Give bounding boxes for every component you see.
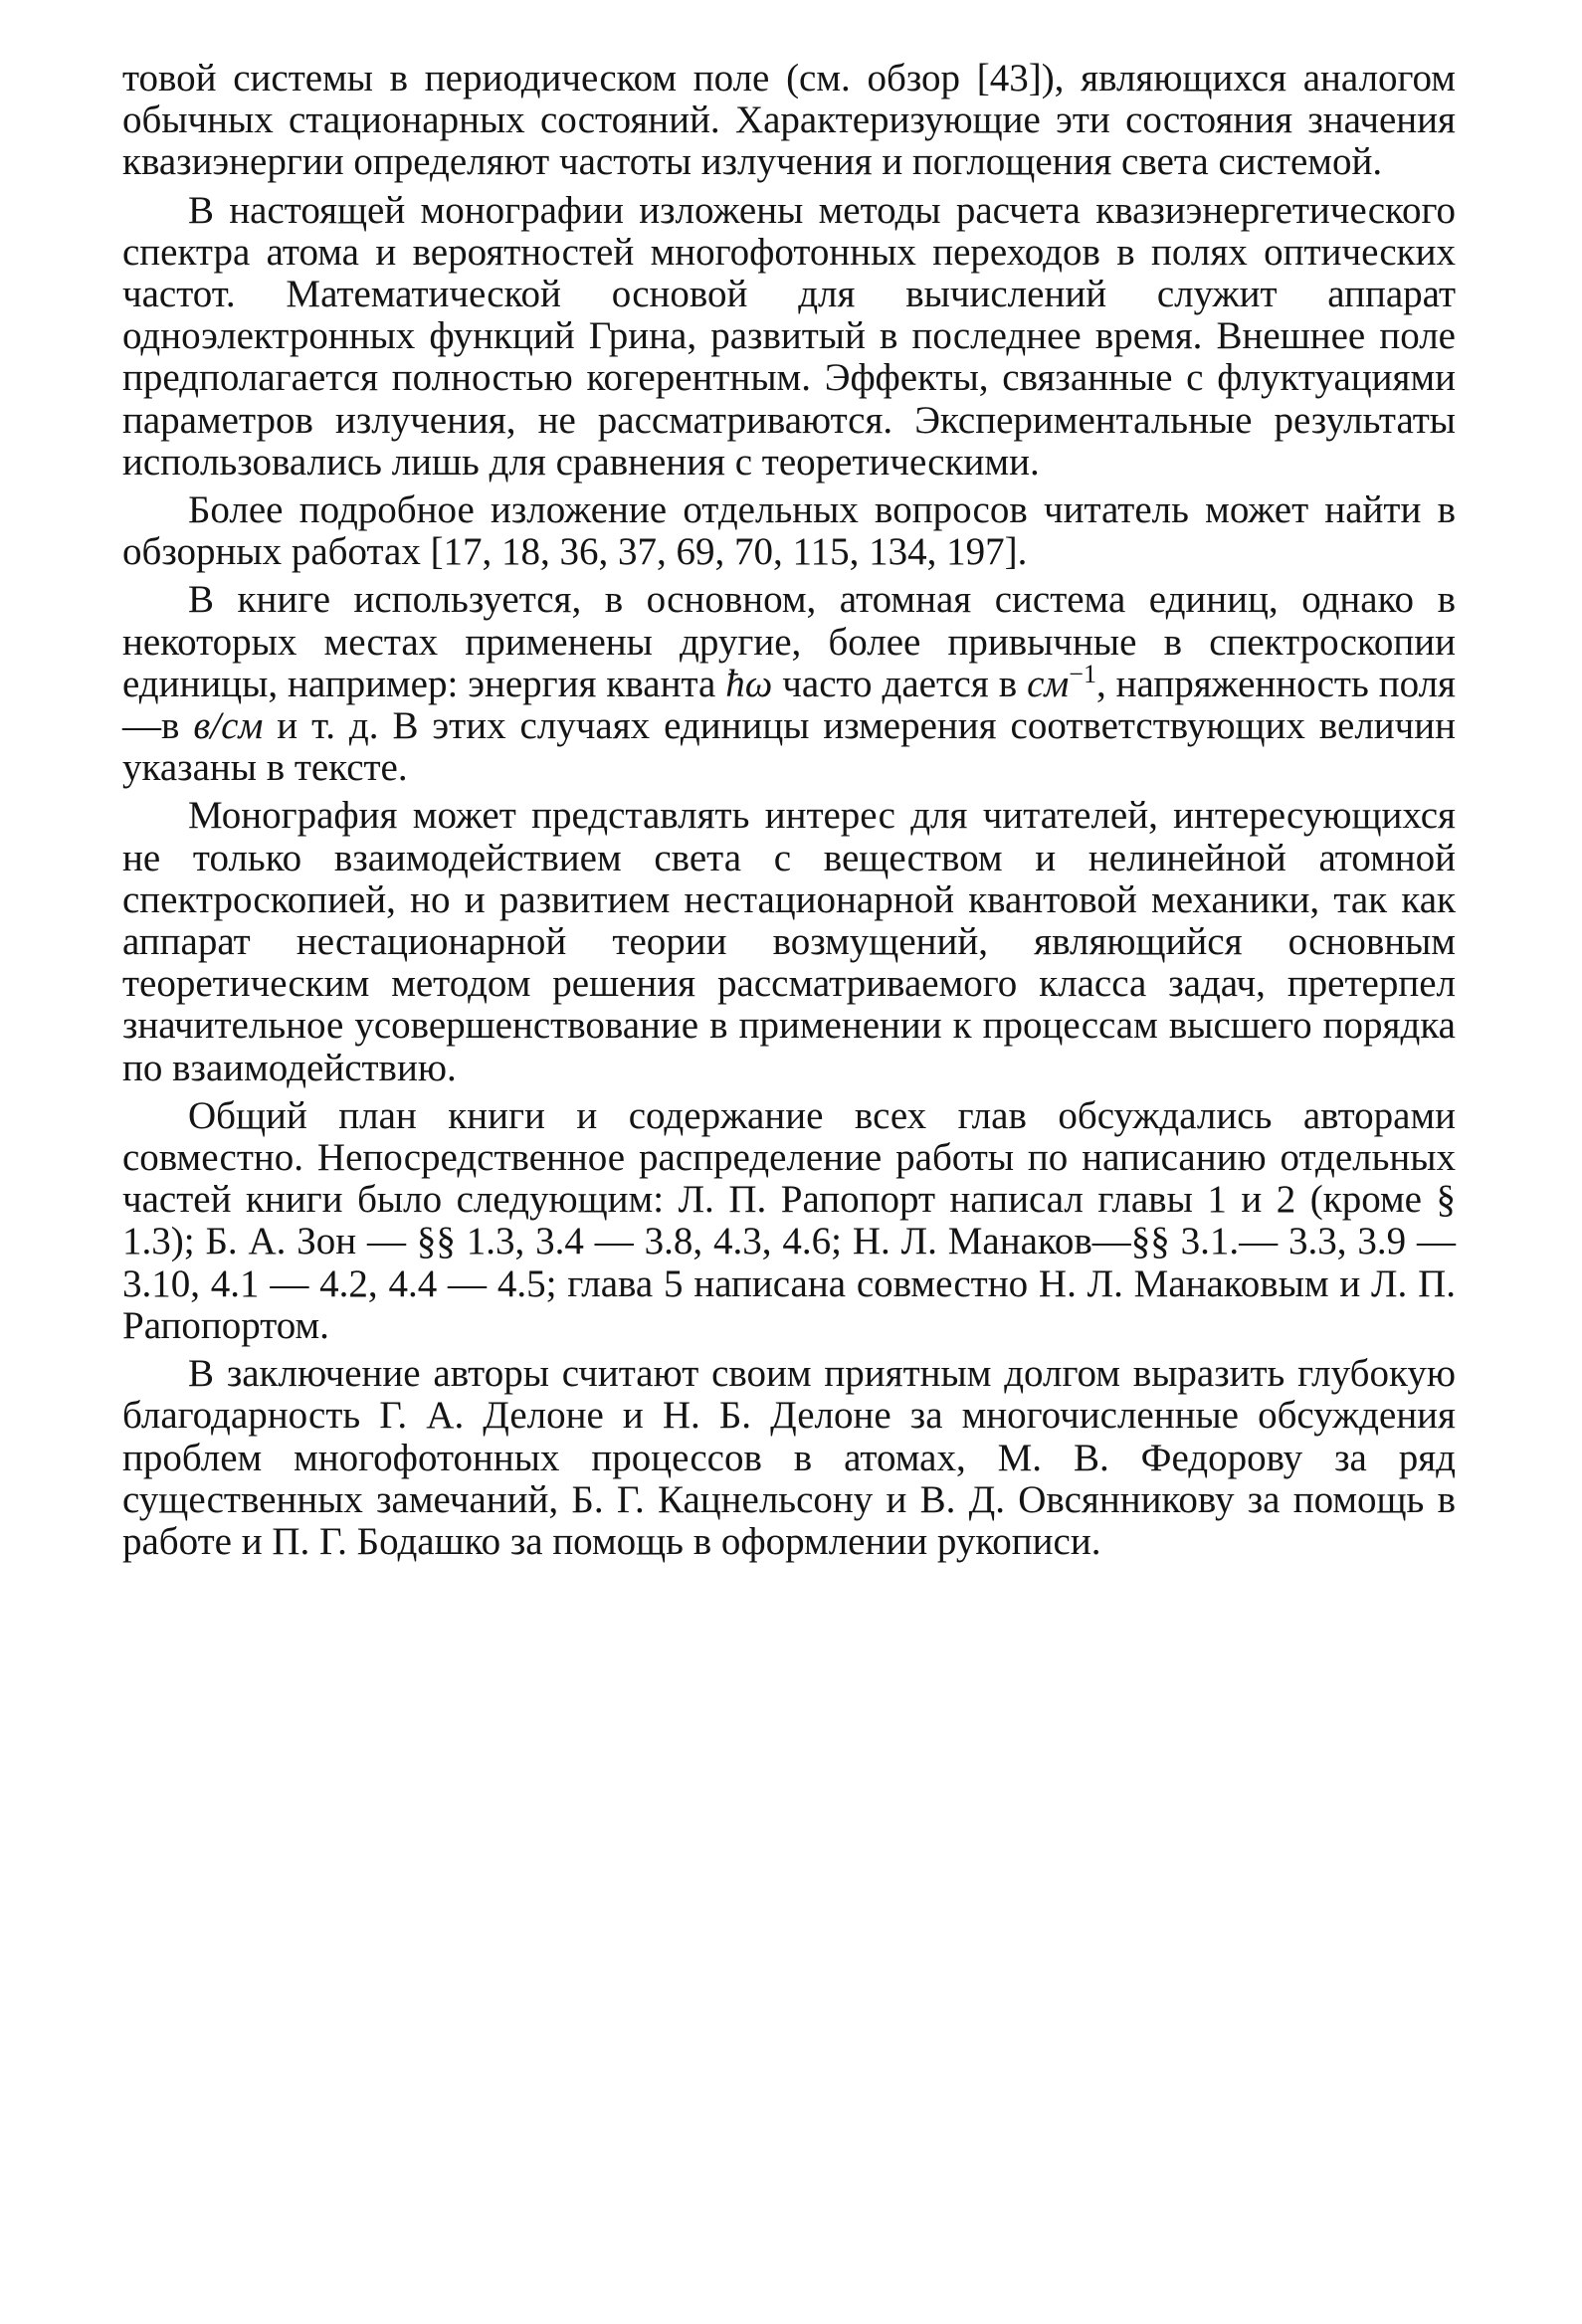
paragraph-audience: Монография может представлять интерес для читателей, интересующихся не только взаимодействием света с веществом и нелинейной атомной спектроскопией, но и развитием нестационарной квантовой механики, так как аппарат нестационарной теории возмущений, являющийся основным теоретическим методом решения рассматриваемого класса задач, претерпел значительное усовершенствование в применении к процессам высшего порядка по взаимодействию. (122, 794, 1456, 1089)
paragraph-authorship: Общий план книги и содержание всех глав обсуждались авторами совместно. Непосредственное распределение работы по написанию отдельных частей книги было следующим: Л. П. Рапопорт написал главы 1 и 2 (кроме § 1.3); Б. А. Зон — §§ 1.3, 3.4 — 3.8, 4.3, 4.6; Н. Л. Манаков—§§ 3.1.— 3.3, 3.9 — 3.10, 4.1 — 4.2, 4.4 — 4.5; глава 5 написана совместно Н. Л. Манаковым и Л. П. Рапопортом. (122, 1093, 1456, 1347)
units-text-d: и т. д. В этих случаях единицы измерения соответствующих величин указаны в тексте. (122, 704, 1457, 790)
unit-v-per-cm: в/см (193, 704, 264, 748)
unit-cm: см (1027, 662, 1070, 705)
paragraph-units (122, 579, 1456, 789)
hbar-omega-symbol: ħω (725, 662, 773, 705)
units-text-b: часто дается в (772, 662, 1028, 705)
paragraph-continuation: товой системы в периодическом поле (см. обзор [43]), являющихся аналогом обычных стационарных состояний. Характеризующие эти состояния значения квазиэнергии определяют частоты излучения и поглощения света системой. (122, 57, 1456, 184)
unit-cm-exponent: −1 (1069, 659, 1096, 688)
units-text-c: , напряженность поля—в (122, 662, 1456, 748)
paragraph-acknowledgements: В заключение авторы считают своим приятным долгом выразить глубокую благодарность Г. А. Делоне и Н. Б. Делоне за многочисленные обсуждения проблем многофотонных процессов в атомах, М. В. Федорову за ряд существенных замечаний, Б. Г. Кацнельсону и В. Д. Овсянникову за помощь в работе и П. Г. Бодашко за помощь в оформлении рукописи. (122, 1352, 1456, 1563)
paragraph-methods: В настоящей монографии изложены методы расчета квазиэнергетического спектра атома и вероятностей многофотонных переходов в полях оптических частот. Математической основой для вычислений служит аппарат одноэлектронных функций Грина, развитый в последнее время. Внешнее поле предполагается полностью когерентным. Эффекты, связанные с флуктуациями параметров излучения, не рассматриваются. Экспериментальные результаты использовались лишь для сравнения с теоретическими. (122, 188, 1456, 484)
units-text-a: В книге используется, в основном, атомная система единиц, однако в некоторых местах применены другие, более привычные в спектроскопии единицы, например: энергия кванта (122, 578, 1456, 705)
document-page (122, 58, 1456, 1569)
paragraph-reviews: Более подробное изложение отдельных вопросов читатель может найти в обзорных работах [17, 18, 36, 37, 69, 70, 115, 134, 197]. (122, 488, 1456, 574)
